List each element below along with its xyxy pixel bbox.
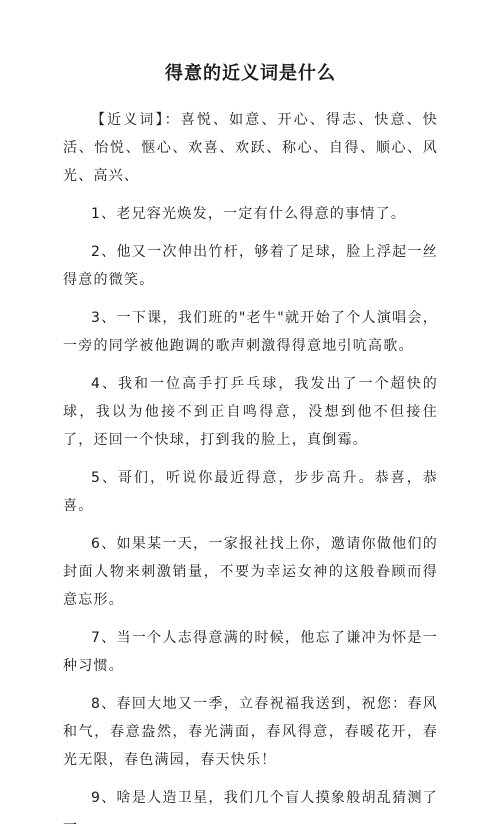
example-sentence-4: 4、我和一位高手打乒乓球，我发出了一个超快的球，我以为他接不到正自鸣得意，没想到他不但接住了，还回一个快球，打到我的脸上，真倒霉。 (63, 376, 438, 448)
synonyms-paragraph: 【近义词】：喜悦、如意、开心、得志、快意、快活、怡悦、惬心、欢喜、欢跃、称心、自得、顺心、风光、高兴、 (63, 112, 438, 184)
example-sentence-6: 6、如果某一天，一家报社找上你，邀请你做他们的封面人物来刺激销量，不要为幸运女神的这般眷顾而得意忘形。 (63, 536, 438, 608)
example-sentence-3: 3、一下课，我们班的"老牛"就开始了个人演唱会，一旁的同学被他跑调的歌声刺激得得意地引吭高歌。 (63, 310, 438, 354)
example-sentence-8: 8、春回大地又一季，立春祝福我送到，祝您：春风和气，春意盎然，春光满面，春风得意，春暖花开，春光无限，春色满园，春天快乐！ (63, 696, 438, 768)
example-sentence-2: 2、他又一次伸出竹杆，够着了足球，脸上浮起一丝得意的微笑。 (63, 244, 438, 288)
example-sentence-9: 9、啥是人造卫星，我们几个盲人摸象般胡乱猜测了一 (63, 790, 438, 834)
example-sentence-5: 5、哥们，听说你最近得意，步步高升。恭喜，恭喜。 (63, 470, 438, 514)
example-sentence-1: 1、老兄容光焕发，一定有什么得意的事情了。 (91, 206, 407, 222)
document-title: 得意的近义词是什么 (165, 63, 336, 84)
example-sentence-7: 7、当一个人志得意满的时候，他忘了谦冲为怀是一种习惯。 (63, 630, 438, 674)
